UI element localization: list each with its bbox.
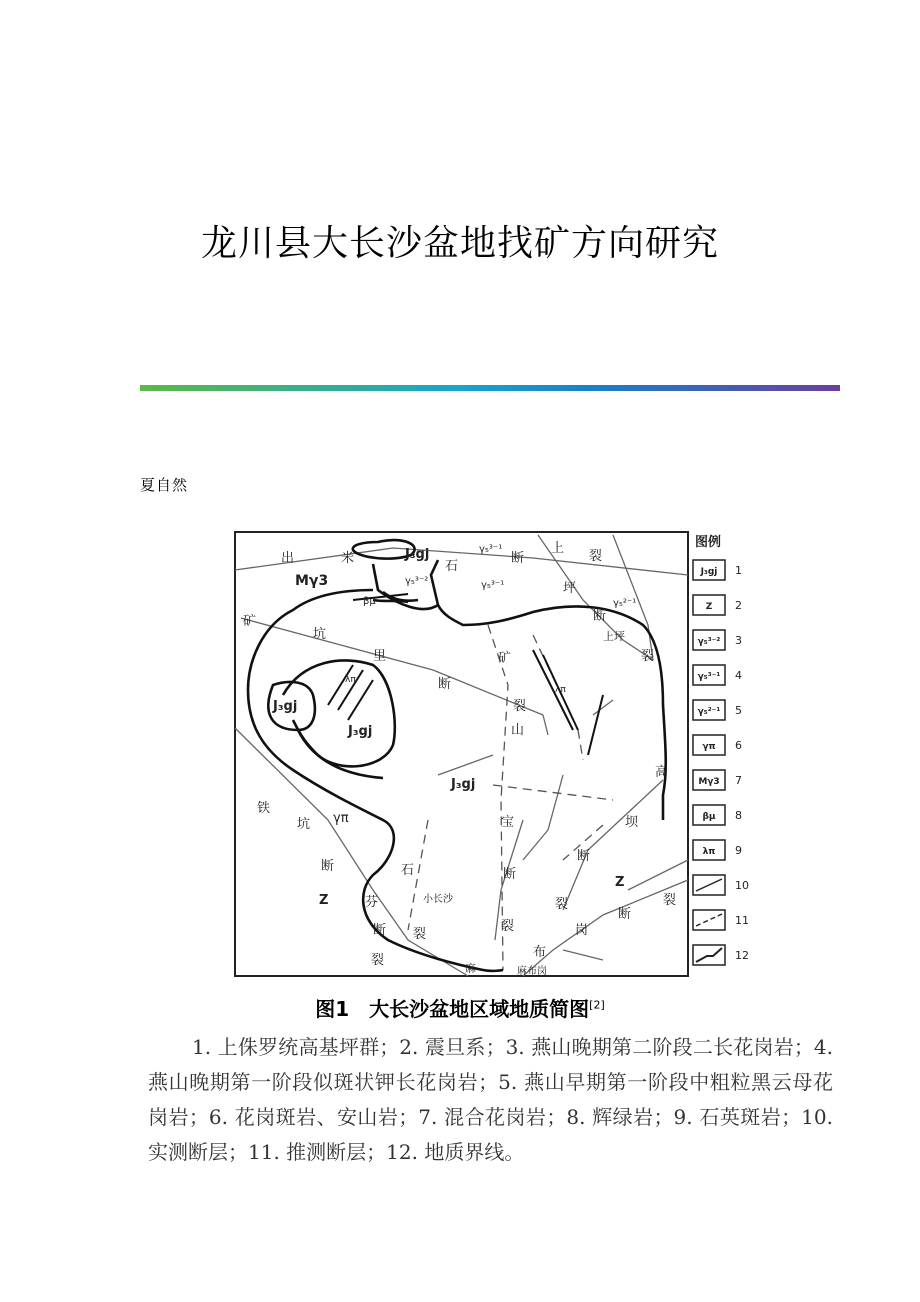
figure-title	[0, 993, 920, 1022]
legend-code: J₃gj	[700, 567, 718, 577]
legend	[693, 534, 749, 965]
legend-number: 10	[735, 879, 749, 892]
map-label: 坪	[563, 581, 577, 596]
map-label: 裂	[663, 893, 677, 908]
legend-code: βμ	[702, 812, 716, 822]
map-label: 上	[551, 541, 565, 556]
legend-number: 1	[735, 564, 742, 577]
map-label: γπ	[333, 811, 349, 826]
legend-number: 4	[735, 669, 742, 682]
author-name: 夏自然	[140, 476, 189, 494]
legend-item	[693, 735, 742, 755]
map-label: 石	[401, 863, 415, 878]
map-label: 裂	[501, 919, 515, 934]
legend-number: 2	[735, 599, 742, 612]
map-label: γ₅³⁻¹	[481, 580, 505, 591]
map-label: 上坪	[603, 630, 625, 643]
map-label: 坑	[297, 817, 311, 832]
map-label: γ₅²⁻¹	[613, 598, 637, 609]
legend-item	[693, 805, 742, 825]
figure-ref: [2]	[589, 998, 605, 1012]
map-label: 麻布岗	[517, 966, 547, 977]
legend-number: 5	[735, 704, 742, 717]
map-label: λπ	[345, 675, 356, 685]
figure-title-text: 图1 大长沙盆地区域地质简图	[315, 997, 590, 1021]
legend-code: λπ	[702, 847, 716, 857]
title-divider	[140, 385, 840, 391]
map-label: γ₅³⁻²	[405, 576, 429, 587]
legend-swatch	[693, 910, 725, 930]
geologic-map	[233, 530, 793, 980]
map-label: J₃gj	[451, 777, 476, 792]
legend-item	[693, 875, 749, 895]
map-label: 裂	[371, 953, 385, 968]
map-label: 裂	[589, 549, 603, 564]
legend-code: γ₅³⁻¹	[697, 672, 721, 682]
map-label: 米	[341, 551, 355, 566]
map-label: 岗	[575, 923, 589, 938]
map-label: 断	[593, 609, 607, 624]
legend-code: γ₅²⁻¹	[697, 707, 721, 717]
map-label: 里	[373, 649, 387, 664]
legend-item	[693, 560, 742, 580]
map-label: 宝	[501, 815, 515, 830]
map-label: 坑	[313, 627, 327, 642]
legend-item	[693, 595, 742, 615]
map-label: 矿	[243, 614, 257, 629]
legend-item	[693, 700, 742, 720]
map-label: 断	[438, 677, 452, 692]
legend-number: 8	[735, 809, 742, 822]
map-label: 断	[373, 923, 387, 938]
legend-number: 7	[735, 774, 742, 787]
map-label: 断	[577, 849, 591, 864]
legend-number: 9	[735, 844, 742, 857]
map-label: 裂	[555, 897, 569, 912]
map-label: 高	[655, 765, 669, 780]
document-title: 龙川县大长沙盆地找矿方向研究	[200, 223, 719, 264]
legend-item	[693, 945, 749, 965]
map-label: 出	[281, 551, 295, 566]
map-label: Mγ3	[295, 573, 329, 589]
map-label: 坝	[625, 815, 639, 830]
map-label: 布	[533, 945, 547, 960]
figure-caption: 1. 上侏罗统高基坪群；2. 震旦系；3. 燕山晚期第二阶段二长花岗岩；4. 燕山晚期第一阶段似斑状钾长花岗岩；5. 燕山早期第一阶段中粗粒黑云母花岗岩；6. 花岗斑岩、安山岩；7. 混合花岗岩；8. 辉绿岩；9. 石英斑岩；10. 实测断层；11. 推测断层；12. 地质界线。	[148, 1035, 833, 1164]
legend-item	[693, 770, 742, 790]
legend-code: Mγ3	[698, 777, 720, 787]
legend-item	[693, 910, 749, 930]
map-label: Z	[319, 893, 329, 908]
map-label: J₃gj	[348, 724, 373, 739]
map-label: λπ	[555, 685, 566, 695]
legend-code: Z	[705, 602, 713, 612]
map-label: 裂	[641, 649, 655, 664]
legend-code: γπ	[702, 742, 716, 752]
map-label: βμ	[363, 596, 376, 607]
map-label: 断	[503, 867, 517, 882]
map-label: 铁	[257, 801, 271, 816]
map-label: 石	[445, 559, 459, 574]
map-label: 小长沙	[423, 894, 453, 905]
legend-title: 图例	[695, 535, 722, 550]
map-label: 断	[511, 551, 525, 566]
map-label: 裂	[413, 927, 427, 942]
legend-code: γ₅³⁻²	[697, 637, 721, 647]
legend-item	[693, 665, 742, 685]
map-label: J₃gj	[405, 547, 430, 562]
map-label: 矿	[498, 651, 512, 666]
map-label: 麻	[465, 962, 476, 975]
map-label: J₃gj	[273, 699, 298, 714]
legend-number: 12	[735, 949, 749, 962]
legend-item	[693, 840, 742, 860]
map-label: 山	[511, 723, 525, 738]
map-label: 断	[618, 907, 632, 922]
geologic-map-figure	[233, 530, 793, 980]
map-label: Z	[615, 875, 625, 890]
legend-number: 6	[735, 739, 742, 752]
map-label: 芬	[365, 895, 379, 910]
legend-number: 11	[735, 914, 749, 927]
legend-item	[693, 630, 742, 650]
map-label: 裂	[513, 699, 527, 714]
legend-number: 3	[735, 634, 742, 647]
map-label: 断	[321, 859, 335, 874]
map-label: γ₅³⁻¹	[479, 544, 503, 555]
